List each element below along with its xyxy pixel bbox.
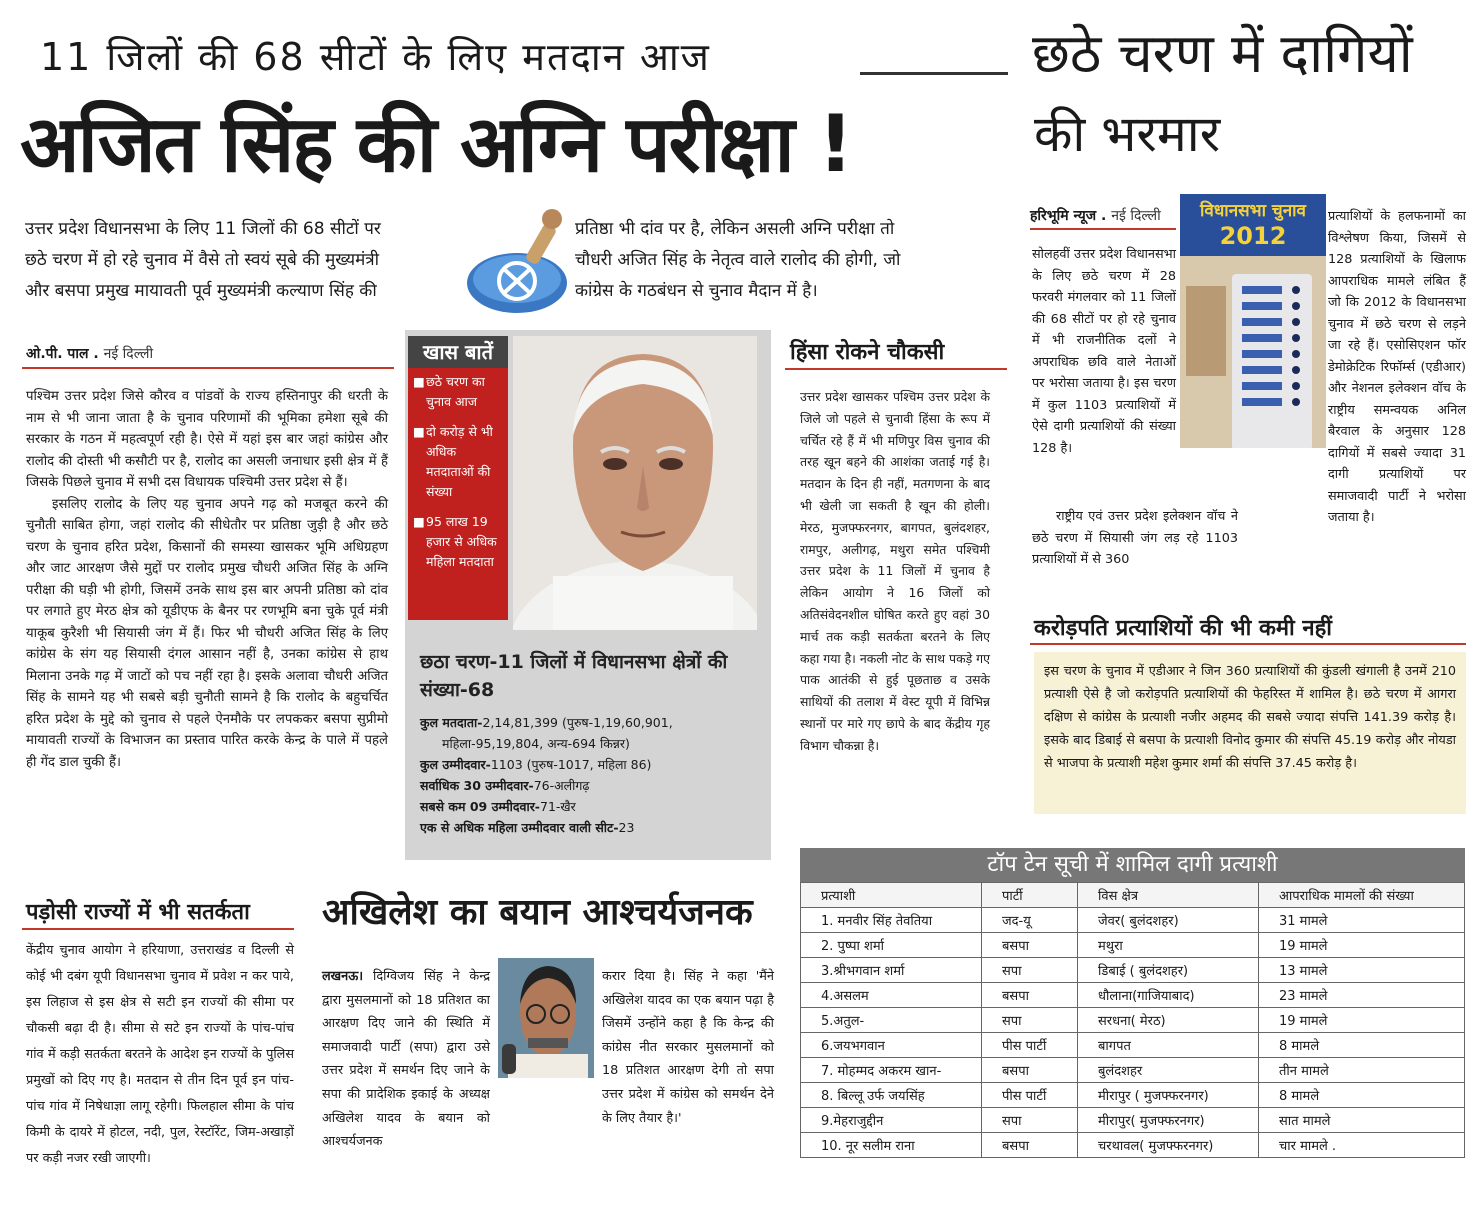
table-cell: सपा [982,958,1078,983]
table-cell: सपा [982,1008,1078,1033]
table-cell: 5.अतुल- [801,1008,982,1033]
main-headline: अजित सिंह की अग्नि परीक्षा ! [20,100,852,190]
table-cell: बसपा [982,983,1078,1008]
stats-row: सबसे कम 09 उम्मीदवार-71-खैर [420,799,576,814]
byline-name: हरिभूमि न्यूज [1030,208,1097,224]
table-cell: चार मामले . [1259,1133,1465,1158]
crorepati-box [1034,652,1466,814]
khas-baatein-list [408,368,508,620]
dagi-col1: सोलहवीं उत्तर प्रदेश विधानसभा के लिए छठे चरण में 28 फरवरी मंगलवार को 11 जिलों की 68 सीटों पर हो रहे चुनाव में भी राजनीतिक दलों ने अपराधिक छवि वाले नेताओं पर भरोसा जताया है। इस चरण में कुल 1103 प्रत्याशियों में ऐसे दागी प्रत्याशियों की संख्या 128 है। [1032,247,1176,456]
akhilesh-body-right: करार दिया है। सिंह ने कहा 'मैंने अखिलेश यादव का एक बयान पढ़ा है जिसमें उन्होंने कहा है कि केन्द्र की कांग्रेस नीत सरकार मुसलमानों को 18 प्रतिशत आरक्षण देगी तो सपा उत्तर प्रदेश में कांग्रेस को समर्थन देने के लिए तैयार है।' [602,969,774,1126]
table-cell: 10. नूर सलीम राना [801,1133,982,1158]
table-cell: 13 मामले [1259,958,1465,983]
right-headline-line2: की भरमार [1034,105,1221,163]
table-cell: 31 मामले [1259,908,1465,933]
table-cell: 7. मोहम्मद अकरम खान- [801,1058,982,1083]
table-cell: तीन मामले [1259,1058,1465,1083]
table-cell: 8 मामले [1259,1033,1465,1058]
table-cell: जेवर( बुलंदशहर) [1078,908,1259,933]
byline-location: नई दिल्ली [1111,208,1161,224]
main-story-body [26,386,388,773]
table-cell: चरथावल( मुजफ्फरनगर) [1078,1133,1259,1158]
intro-line: उत्तर प्रदेश विधानसभा के लिए 11 जिलों की 68 सीटों पर [25,219,381,239]
table-cell: बसपा [982,933,1078,958]
intro-line: और बसपा प्रमुख मायावती पूर्व मुख्यमंत्री कल्याण सिंह की [25,281,377,301]
stats-title: छठा चरण-11 जिलों में विधानसभा क्षेत्रों की संख्या-68 [420,651,728,701]
table-row [801,1133,1465,1158]
right-headline-line1: छठे चरण में दागियों [1032,22,1413,85]
byline-name: ओ.पी. पाल [26,346,89,362]
table-header-cell: विस क्षेत्र [1078,883,1259,908]
table-row [801,1083,1465,1108]
dagi-col1b: राष्ट्रीय एवं उत्तर प्रदेश इलेक्शन वॉच ने छठे चरण में सियासी जंग लड़ रहे 1103 प्रत्याशियों में से 360 [1032,509,1238,567]
stats-row: एक से अधिक महिला उम्मीदवार वाली सीट-23 [420,820,635,835]
table-cell: मथुरा [1078,933,1259,958]
crorepati-title: करोड़पति प्रत्याशियों की भी कमी नहीं [1034,616,1332,641]
stats-list [420,712,765,838]
kicker-rule [860,72,1008,75]
kicker-headline: 11 जिलों की 68 सीटों के लिए मतदान आज [40,35,711,79]
neighbors-body: केंद्रीय चुनाव आयोग ने हरियाणा, उत्तराखंड व दिल्ली से कोई भी दबंग यूपी विधानसभा चुनाव में प्रवेश न कर पाये, इस लिहाज से इस क्षेत्र से सटी इन राज्यों की सीमा पर चौकसी बढ़ा दी है। सीमा से सटे इन राज्यों के पांच-पांच गांव में कड़ी सतर्कता बरतने के आदेश इन राज्यों के पुलिस प्रमुखों को दिए गए है। मतदान से तीन दिन पूर्व इन पांच-पांच गांव में निषेधाज्ञा लागू रहेगी। फिलहाल सीमा के पांच किमी के दायरे में होटल, नदी, पुल, रेस्टॉरेंट, जिम-अखाड़ों पर कड़ी नजर रखी जाएगी। [26,943,294,1166]
akhilesh-title: अखिलेश का बयान आश्चर्यजनक [322,892,753,933]
table-cell: जद-यू [982,908,1078,933]
crorepati-body: इस चरण के चुनाव में एडीआर ने जिन 360 प्रत्याशियों की कुंडली खंगाली है उनमें 210 प्रत्याशी ऐसे है जो करोड़पति प्रत्याशियों की फेहरिस्त में शामिल है। छठे चरण में आगरा दक्षिण से कांग्रेस के प्रत्याशी नजीर अहमद की सबसे ज्यादा संपत्ति 141.39 करोड़ है। इसके बाद डिबाई से बसपा के प्रत्याशी विनोद कुमार की संपत्ति 45.19 करोड़ और नोयडा से भाजपा के प्रत्याशी महेश कुमार शर्मा की संपत्ति 37.45 करोड़ है। [1044,664,1456,771]
dagi-byline: हरिभूमि न्यूज . नई दिल्ली [1030,208,1161,224]
table-cell: धौलाना(गाजियाबाद) [1078,983,1259,1008]
digvijay-singh-photo [498,958,594,1078]
main-byline: ओ.पी. पाल . नई दिल्ली [26,346,154,362]
election-2012-image [1180,194,1326,448]
table-row [801,1008,1465,1033]
section-rule [785,368,1007,370]
list-item: ■ 95 लाख 19 हजार से अधिक महिला मतदाता [413,514,497,569]
table-cell: 9.मेहराजुद्दीन [801,1108,982,1133]
table-row [801,908,1465,933]
table-row [801,1058,1465,1083]
table-cell: पीस पार्टी [982,1033,1078,1058]
table-header-cell: पार्टी [982,883,1078,908]
intro-right [575,214,900,307]
table-cell: 1. मनवीर सिंह तेवतिया [801,908,982,933]
table-cell: 6.जयभगवान [801,1033,982,1058]
table-cell: बागपत [1078,1033,1259,1058]
table-cell: 2. पुष्पा शर्मा [801,933,982,958]
table-cell: सरधना( मेरठ) [1078,1008,1259,1033]
table-header-cell: प्रत्याशी [801,883,982,908]
table-header-cell: आपराधिक मामलों की संख्या [1259,883,1465,908]
intro-line: प्रतिष्ठा भी दांव पर है, लेकिन असली अग्नि परीक्षा तो [575,219,895,239]
list-item: ■ छठे चरण का चुनाव आज [413,374,485,409]
table-row [801,983,1465,1008]
intro-line: कांग्रेस के गठबंधन से चुनाव मैदान में है। [575,281,818,301]
table-cell: 23 मामले [1259,983,1465,1008]
image-caption: विधानसभा चुनाव 2012 [1180,194,1326,256]
table-cell: 8. बिल्लू उर्फ जयसिंह [801,1083,982,1108]
table-cell: मीरापुर ( मुजफ्फरनगर) [1078,1083,1259,1108]
table-cell: मीरापुर( मुजफ्फरनगर) [1078,1108,1259,1133]
ballot-stamp-icon [462,205,580,317]
table-cell: सात मामले [1259,1108,1465,1133]
table-cell: 4.असलम [801,983,982,1008]
table-cell: 19 मामले [1259,933,1465,958]
table-header-row [801,883,1465,908]
table-row [801,1033,1465,1058]
table-cell: 3.श्रीभगवान शर्मा [801,958,982,983]
section-rule [22,367,394,369]
table-cell: 8 मामले [1259,1083,1465,1108]
khas-baatein-title: खास बातें [408,336,508,368]
paragraph: इसलिए रालोद के लिए यह चुनाव अपने गढ़ को मजबूत करने की चुनौती साबित होगा, जहां रालोद की सीधेतौर पर प्रतिष्ठा जुड़ी है और छठे चरण के चुनाव हरित प्रदेश, किसानों की समस्या खासकर भूमि अधिग्रहण और जाट आरक्षण जैसे मुद्दों पर रालोद प्रमुख चौधरी अजित सिंह के अग्नि परीक्षा की घड़ी भी होगी, जिसमें उनके साथ इस बार अपनी प्रतिष्ठा को दांव पर लगाते हुए मेरठ क्षेत्र को यूडीएफ के बैनर पर रणभूमि बना चुके पूर्व मंत्री याकूब कुरैशी भी सियासी जंग में हैं। फिर भी चौधरी अजित सिंह के लिए कांग्रेस के संग यह सियासी दंगल आसान नहीं है, उनका कांग्रेस से हाथ मिलाना उनके गढ़ में जाटों को पच नहीं रहा है। इसके अलावा चौधरी अजित सिंह के सामने यह भी सबसे बड़ी चुनौती सामने है कि रालोद के बहुचर्चित हरित प्रदेश के मुद्दे को चुनाव से पहले ऐनमौके पर लपककर बसपा सुप्रीमो मायावती राज्यों के विभाजन का प्रस्ताव पारित करके केन्द्र के पाले में पहले ही गेंद डाल चुकी हैं। [26,496,388,770]
top-ten-table [800,882,1465,1158]
table-cell: डिबाई ( बुलंदशहर) [1078,958,1259,983]
section-rule [1030,643,1466,645]
top-ten-title: टॉप टेन सूची में शामिल दागी प्रत्याशी [800,848,1465,882]
top-ten-table-body [801,883,1465,1158]
table-cell: सपा [982,1108,1078,1133]
ajit-singh-photo [513,336,757,630]
stats-row: सर्वाधिक 30 उम्मीदवार-76-अलीगढ़ [420,778,590,793]
table-cell: 19 मामले [1259,1008,1465,1033]
intro-line: चौधरी अजित सिंह के नेतृत्व वाले रालोद की होगी, जो [575,250,901,270]
violence-title: हिंसा रोकने चौकसी [790,340,945,365]
stats-row: कुल मतदाता-2,14,81,399 (पुरुष-1,19,60,901, महिला-95,19,804, अन्य-694 किन्नर) [420,715,673,751]
intro-left [25,214,381,307]
section-rule [1030,228,1176,230]
table-cell: बसपा [982,1133,1078,1158]
table-row [801,958,1465,983]
table-cell: बसपा [982,1058,1078,1083]
dagi-col2: प्रत्याशियों के हलफनामों का विश्लेषण किया, जिसमें से 128 प्रत्याशियों के खिलाफ आपराधिक मामले लंबित हैं जो कि 2012 के विधानसभा चुनाव में छठे चरण से लड़ने जा रहे हैं। एसोसिएशन फॉर डेमोक्रेटिक रिफॉर्म्स (एडीआर) और नेशनल इलेक्शन वॉच के राष्ट्रीय समन्वयक अनिल बैरवाल के अनुसार 128 दागियों में सबसे ज्यादा 31 दागी प्रत्याशियों पर समाजवादी पार्टी ने भरोसा जताया है। [1328,209,1466,525]
voting-machine-icon [1180,256,1326,448]
stats-row: कुल उम्मीदवार-1103 (पुरुष-1017, महिला 86) [420,757,652,772]
neighbors-title: पड़ोसी राज्यों में भी सतर्कता [26,900,250,925]
table-cell: पीस पार्टी [982,1083,1078,1108]
byline-location: नई दिल्ली [103,346,154,362]
section-rule [22,928,294,930]
list-item: ■ दो करोड़ से भी अधिक मतदाताओं की संख्या [413,424,493,499]
table-cell: बुलंदशहर [1078,1058,1259,1083]
akhilesh-body-left: लखनऊ। दिग्विजय सिंह ने केन्द्र द्वारा मुसलमानों को 18 प्रतिशत का आरक्षण दिए जाने की स्थिति में समाजवादी पार्टी (सपा) द्वारा उसे उत्तर प्रदेश में समर्थन दिए जाने के सपा की प्रादेशिक इकाई के अध्यक्ष अखिलेश यादव के बयान को आश्चर्यजनक [322,969,490,1150]
paragraph: पश्चिम उत्तर प्रदेश जिसे कौरव व पांडवों के राज्य हस्तिनापुर की धरती के नाम से भी जाना जाता है के चुनाव परिणामों की भूमिका हमेशा सूबे की सरकार के गठन में महत्वपूर्ण रही है। ऐसे में यहां इस बार जहां कांग्रेस और रालोद की दोस्ती भी कसौटी पर है, रालोद का असली जनाधार इसी क्षेत्र में हैं जिसके पिछले चुनाव में सभी दस विधायक पश्चिमी उत्तर प्रदेश से हैं। [26,389,388,490]
intro-line: छठे चरण में हो रहे चुनाव में वैसे तो स्वयं सूबे की मुख्यमंत्री [25,250,380,270]
table-row [801,1108,1465,1133]
table-row [801,933,1465,958]
violence-body: उत्तर प्रदेश खासकर पश्चिम उत्तर प्रदेश के जिले जो पहले से चुनावी हिंसा के रूप में चर्चित रहे हैं में भी मणिपुर विस चुनाव की तरह खून बहने की आशंका जताई गई है। मतदान के दिन ही नहीं, मतगणना के बाद भी खेली जा सकती है खून की होली। मेरठ, मुजफ्फरनगर, बागपत, बुलंदशहर, रामपुर, अलीगढ़, मथुरा समेत पश्चिमी उत्तर प्रदेश के 11 जिलों में चुनाव है लेकिन आयोग ने 16 जिलों को अतिसंवेदनशील घोषित करते हुए वहां 30 मार्च तक कड़ी सतर्कता बरतने के लिए कहा गया है। नकली नोट के साथ पकड़े गए पाक आतंकी से हुई पूछताछ व उसके साथियों की तलाश में वेस्ट यूपी में विभिन्न स्थानों पर मारे गए छापे के बाद केंद्रीय गृह विभाग चौकन्ना है। [800,389,990,753]
